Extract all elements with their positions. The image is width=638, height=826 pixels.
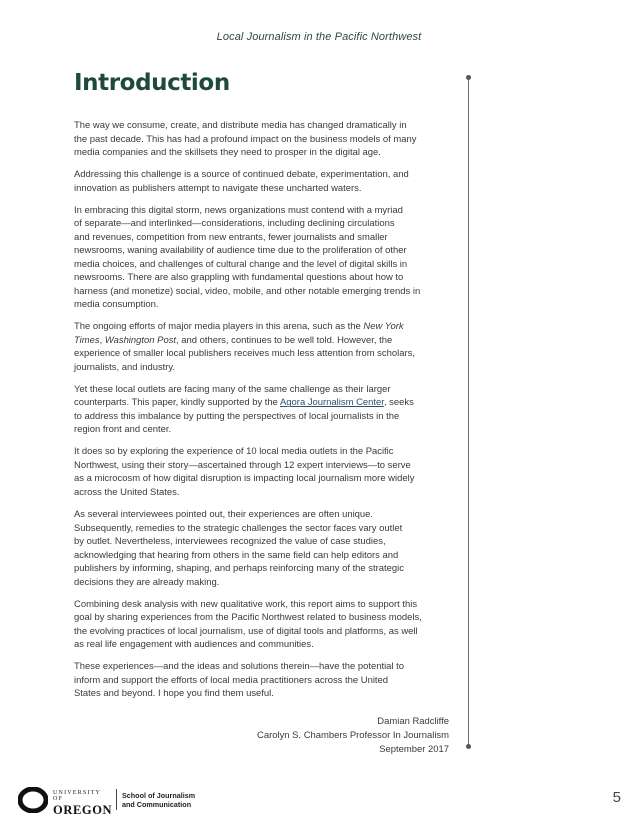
paragraph-2: [74, 168, 460, 195]
rule-top-dot: [466, 75, 471, 80]
paragraph-9: [74, 660, 460, 701]
text-line: States and beyond. I hope you find them useful.: [74, 688, 274, 700]
text-line: journalists, and industry.: [74, 361, 176, 373]
text-run: counterparts. This paper, kindly supported by the: [74, 397, 281, 409]
text-line: media choices, and challenges of cultural change and the level of digital skills in: [74, 258, 408, 270]
page-title: Introduction: [74, 70, 230, 96]
text-line: of separate—and interlinked—considerations, including declining circulations: [74, 218, 395, 230]
text-line: the evolving practices of local journalism, use of digital tools and platforms, as well: [74, 625, 418, 637]
vertical-rule: [468, 77, 469, 747]
running-header: Local Journalism in the Pacific Northwest: [216, 31, 422, 43]
text-line: These experiences—and the ideas and solutions therein—have the potential to: [74, 661, 405, 673]
text-line: Northwest, using their story—ascertained through 12 expert interviews—to serve: [74, 459, 411, 471]
footer-divider: [116, 789, 117, 810]
paragraph-3: [74, 204, 460, 312]
text-line: Combining desk analysis with new qualitative work, this report aims to support this: [74, 598, 418, 610]
paragraph-4: [74, 320, 460, 374]
paragraph-6: [74, 445, 460, 499]
text-line: [74, 334, 460, 348]
text-run: , seeks: [383, 397, 414, 409]
oregon-label: OREGON: [53, 803, 113, 817]
text-line: The way we consume, create, and distribute media has changed dramatically in: [74, 120, 407, 131]
text-line: and revenues, competition from new entrants, fewer journalists and smaller: [74, 231, 388, 243]
text-line: As several interviewees pointed out, their experiences are often unique.: [74, 509, 374, 521]
text-line: by outlet. Nevertheless, interviewees recognized the value of case studies,: [74, 536, 386, 548]
page-number: 5: [612, 789, 621, 806]
text-line: region front and center.: [74, 424, 172, 436]
text-line: goal by sharing experiences from the Pacific Northwest related to business models,: [74, 612, 422, 624]
author-name: Damian Radcliffe: [377, 716, 449, 727]
paragraph-5: [74, 383, 460, 437]
text-line: as real life engagement with audiences and communities.: [74, 639, 314, 651]
school-name: [122, 791, 195, 809]
text-line: [74, 396, 460, 410]
text-line: media companies and the skillsets they need to prosper in the digital age.: [74, 147, 381, 158]
text-line: across the United States.: [74, 486, 180, 498]
text-line: Addressing this challenge is a source of continued debate, experimentation, and: [74, 169, 409, 181]
signature-date: September 2017: [379, 744, 449, 755]
text-line: It does so by exploring the experience of 10 local media outlets in the Pacific: [74, 446, 394, 458]
paragraph-8: [74, 598, 460, 652]
text-line: harness (and monetize) social, video, mobile, and other notable emerging trends in: [74, 285, 421, 297]
text-line: [74, 320, 460, 334]
university-of-label: UNIVERSITY OF: [53, 790, 101, 802]
text-line: the past decade. This has had a profound impact on the business models of many: [74, 133, 417, 145]
text-line: media consumption.: [74, 299, 159, 311]
text-run: , and others, continues to be well told. However, the: [176, 334, 393, 346]
school-line-2: and Communication: [122, 800, 192, 809]
text-line: publishers by informing, shaping, and perhaps reinforcing many of the strategic: [74, 563, 404, 575]
agora-journalism-center-link[interactable]: Agora Journalism Center: [280, 397, 384, 409]
text-line: In embracing this digital storm, news organizations must contend with a myriad: [74, 204, 403, 216]
publication-name: New York: [363, 321, 404, 333]
text-line: experience of smaller local publishers receives much less attention from scholars,: [74, 348, 415, 360]
text-line: Subsequently, remedies to the strategic challenges the sector faces vary outlet: [74, 522, 403, 534]
body-text: [74, 119, 460, 709]
text-run: The ongoing efforts of major media players in this arena, such as the: [74, 321, 364, 333]
text-line: decisions they are already making.: [74, 576, 220, 588]
text-line: newsrooms, waning availability of audience time due to the proliferation of other: [74, 245, 407, 257]
paragraph-7: [74, 508, 460, 589]
rule-bottom-dot: [466, 744, 471, 749]
text-line: to address this imbalance by putting the perspectives of local journalists in the: [74, 410, 400, 422]
text-line: innovation as publishers attempt to navigate these uncharted waters.: [74, 182, 362, 194]
publication-name: Times: [74, 334, 100, 346]
university-wordmark: [53, 790, 112, 818]
text-line: as a microcosm of how digital disruption is impacting local journalism more widely: [74, 473, 415, 485]
author-title: Carolyn S. Chambers Professor In Journalism: [257, 730, 449, 741]
school-line-1: School of Journalism: [122, 791, 196, 800]
text-line: acknowledging that hearing from others in the same field can help editors and: [74, 549, 399, 561]
signature-block: [257, 715, 449, 757]
text-line: inform and support the efforts of local media practitioners across the United: [74, 674, 389, 686]
paragraph-1: [74, 119, 460, 160]
text-run: ,: [99, 334, 105, 346]
publication-name: Washington Post: [104, 334, 177, 346]
text-line: newsrooms. There are also grappling with fundamental questions about how to: [74, 272, 404, 284]
text-line: Yet these local outlets are facing many of the same challenge as their larger: [74, 383, 391, 395]
uo-o-logo-icon: [18, 787, 48, 813]
